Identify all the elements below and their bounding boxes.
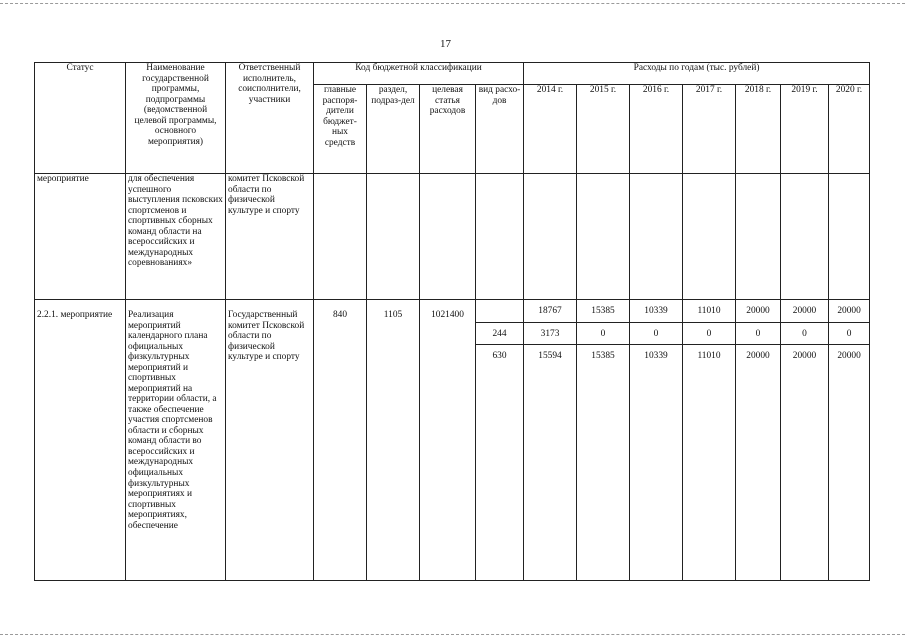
- budget-table: [34, 62, 870, 581]
- header-target: целевая статья расходов: [420, 85, 476, 174]
- value-total-2016: 10339: [644, 306, 668, 316]
- header-status: Статус: [35, 63, 126, 174]
- value-244-2019: 0: [781, 322, 829, 344]
- value-244-2014: 3173: [524, 322, 577, 344]
- vid-line-244: 244: [476, 322, 524, 344]
- value-total-2017: 11010: [697, 306, 721, 316]
- value-total-2019: 20000: [792, 306, 817, 316]
- header-year-2016: 2016 г.: [630, 85, 683, 174]
- year-cell-2020: [829, 300, 870, 581]
- value-244-2020: 0: [829, 322, 870, 344]
- value-630-2017: 11010: [683, 344, 736, 366]
- header-row-1: [35, 63, 870, 85]
- header-executor: Ответственный исполнитель, соисполнители, участники: [226, 63, 314, 174]
- header-grbs: главные распоря-дители бюджет-ных средств: [314, 85, 367, 174]
- row-executor: Государственный комитет Псковской области по физической культуре и спорту: [226, 300, 314, 581]
- row-status: мероприятие: [35, 174, 126, 300]
- header-name: Наименование государственной программы, подпрограммы (ведомственной целевой программы, основного мероприятия): [126, 63, 226, 174]
- value-630-2020: 20000: [829, 344, 870, 366]
- row-target: 1021400: [420, 300, 476, 581]
- value-244-2017: 0: [683, 322, 736, 344]
- year-cell-2017: [683, 300, 736, 581]
- vid-line-total: [476, 300, 523, 322]
- header-section: раздел, подраз-дел: [367, 85, 420, 174]
- row-grbs: 840: [314, 300, 367, 581]
- year-cell-2015: [577, 300, 630, 581]
- value-244-2018: 0: [736, 322, 781, 344]
- year-cell-2019: [781, 300, 829, 581]
- table-row: [35, 174, 870, 300]
- value-630-2015: 15385: [577, 344, 630, 366]
- year-cell-2018: [736, 300, 781, 581]
- header-year-2020: 2020 г.: [829, 85, 870, 174]
- value-630-2018: 20000: [736, 344, 781, 366]
- row-status: 2.2.1. мероприятие: [35, 300, 126, 581]
- header-budget-code: Код бюджетной классификации: [314, 63, 524, 85]
- header-expenses: Расходы по годам (тыс. рублей): [524, 63, 870, 85]
- vid-cell: [476, 300, 524, 581]
- header-year-2018: 2018 г.: [736, 85, 781, 174]
- value-630-2014: 15594: [524, 344, 577, 366]
- value-244-2015: 0: [577, 322, 630, 344]
- value-total-2018: 20000: [746, 306, 770, 316]
- value-630-2016: 10339: [630, 344, 683, 366]
- year-cell-2014: [524, 300, 577, 581]
- header-year-2017: 2017 г.: [683, 85, 736, 174]
- page-number: 17: [440, 38, 451, 50]
- year-cell-2016: [630, 300, 683, 581]
- value-total-2014: 18767: [538, 306, 562, 316]
- row-name: для обеспечения успешного выступления псковских спортсменов и спортивных сборных команд области на всероссийских и международных соревнованиях»: [126, 174, 226, 300]
- header-year-2014: 2014 г.: [524, 85, 577, 174]
- header-vid: вид расхо-дов: [476, 85, 524, 174]
- row-executor: комитет Псковской области по физической культуре и спорту: [226, 174, 314, 300]
- header-year-2015: 2015 г.: [577, 85, 630, 174]
- value-244-2016: 0: [630, 322, 683, 344]
- header-year-2019: 2019 г.: [781, 85, 829, 174]
- row-name: Реализация мероприятий календарного плана официальных физкультурных мероприятий и спортивных мероприятий на территории области, а также обеспечение участия спортсменов области и сборных команд области во всероссийских и международных официальных физкультурных мероприятиях и спортивных мероприятиях, обеспечение: [126, 300, 226, 581]
- value-total-2020: 20000: [837, 306, 861, 316]
- scan-edge-top: [0, 3, 905, 4]
- vid-line-630: 630: [476, 344, 524, 366]
- table-row: [35, 300, 870, 581]
- scan-edge-bottom: [0, 634, 905, 635]
- row-section: 1105: [367, 300, 420, 581]
- value-630-2019: 20000: [781, 344, 829, 366]
- value-total-2015: 15385: [591, 306, 615, 316]
